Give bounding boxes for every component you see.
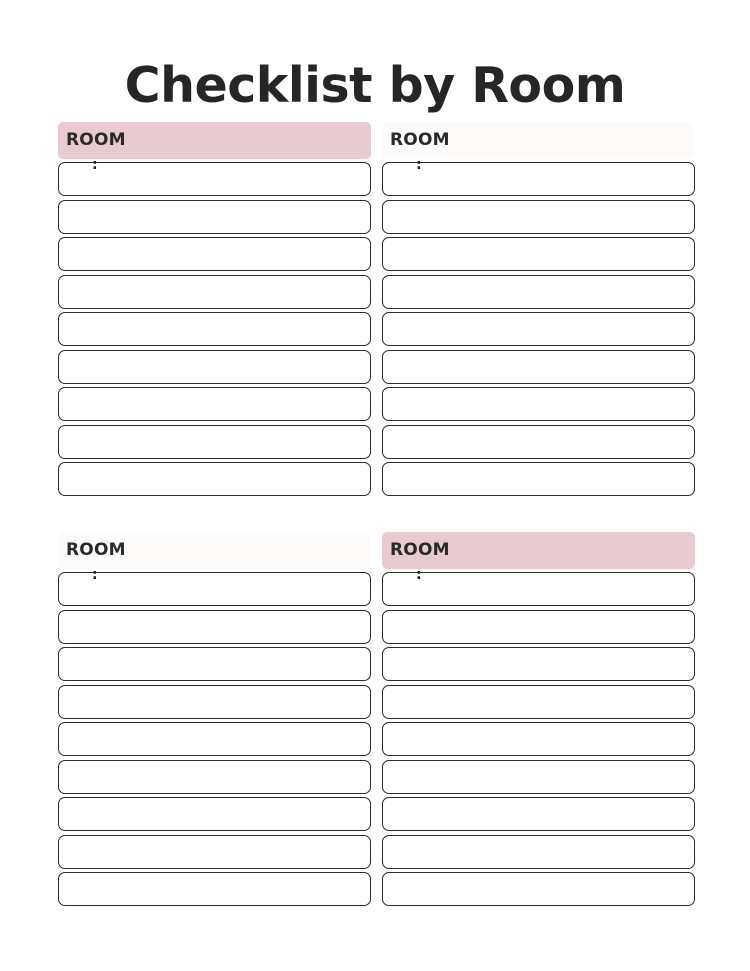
checklist-entry-box[interactable]	[58, 462, 371, 496]
checklist-entry-box[interactable]	[382, 350, 695, 384]
checklist-entry-box[interactable]	[382, 312, 695, 346]
checklist-entry-box[interactable]	[58, 835, 371, 869]
room-header	[58, 122, 371, 173]
checklist-entry-box[interactable]	[382, 387, 695, 421]
checklist-entry-box[interactable]	[58, 237, 371, 271]
room-section-top-left	[58, 122, 371, 500]
room-label: ROOM	[390, 540, 450, 560]
checklist-rows	[382, 162, 695, 496]
room-colon: :	[92, 157, 98, 173]
room-label: ROOM	[66, 130, 126, 150]
checklist-entry-box[interactable]	[382, 760, 695, 794]
room-label: ROOM	[390, 130, 450, 150]
checklist-entry-box[interactable]	[58, 312, 371, 346]
checklist-entry-box[interactable]	[58, 647, 371, 681]
checklist-entry-box[interactable]	[382, 685, 695, 719]
room-header	[382, 532, 695, 583]
room-header	[58, 532, 371, 583]
room-colon: :	[416, 157, 422, 173]
checklist-entry-box[interactable]	[58, 200, 371, 234]
checklist-entry-box[interactable]	[58, 425, 371, 459]
checklist-entry-box[interactable]	[382, 425, 695, 459]
checklist-entry-box[interactable]	[58, 685, 371, 719]
checklist-entry-box[interactable]	[382, 872, 695, 906]
room-section-top-right	[382, 122, 695, 500]
checklist-rows	[58, 162, 371, 496]
checklist-entry-box[interactable]	[382, 200, 695, 234]
page-title: Checklist by Room	[124, 57, 626, 114]
checklist-entry-box[interactable]	[382, 722, 695, 756]
checklist-entry-box[interactable]	[382, 275, 695, 309]
checklist-entry-box[interactable]	[382, 572, 695, 606]
room-header	[382, 122, 695, 173]
checklist-rows	[382, 572, 695, 906]
checklist-entry-box[interactable]	[58, 275, 371, 309]
checklist-entry-box[interactable]	[382, 797, 695, 831]
checklist-entry-box[interactable]	[382, 647, 695, 681]
room-section-bottom-left	[58, 532, 371, 910]
room-colon: :	[92, 567, 98, 583]
checklist-entry-box[interactable]	[382, 462, 695, 496]
checklist-entry-box[interactable]	[58, 760, 371, 794]
checklist-entry-box[interactable]	[382, 237, 695, 271]
room-colon: :	[416, 567, 422, 583]
checklist-entry-box[interactable]	[58, 722, 371, 756]
checklist-entry-box[interactable]	[58, 572, 371, 606]
checklist-entry-box[interactable]	[58, 350, 371, 384]
room-label: ROOM	[66, 540, 126, 560]
checklist-entry-box[interactable]	[58, 797, 371, 831]
checklist-entry-box[interactable]	[58, 387, 371, 421]
checklist-entry-box[interactable]	[382, 162, 695, 196]
room-section-bottom-right	[382, 532, 695, 910]
checklist-entry-box[interactable]	[382, 835, 695, 869]
checklist-entry-box[interactable]	[58, 162, 371, 196]
checklist-entry-box[interactable]	[58, 610, 371, 644]
checklist-rows	[58, 572, 371, 906]
checklist-entry-box[interactable]	[382, 610, 695, 644]
checklist-entry-box[interactable]	[58, 872, 371, 906]
